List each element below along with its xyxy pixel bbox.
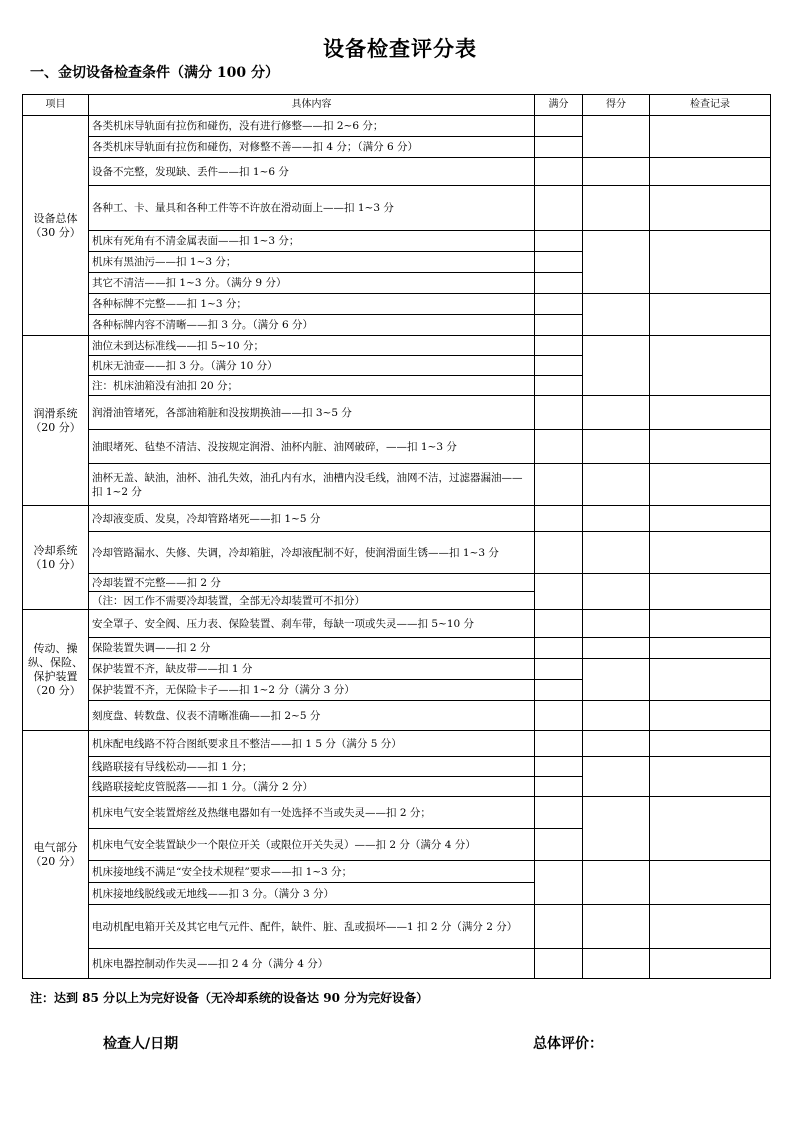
record-cell[interactable] bbox=[650, 116, 771, 158]
category-lubrication bbox=[23, 336, 89, 506]
category-cooling bbox=[23, 506, 89, 610]
full-score-cell[interactable] bbox=[535, 905, 583, 949]
score-cell[interactable] bbox=[583, 396, 650, 430]
full-score-cell[interactable] bbox=[535, 273, 583, 294]
criterion-text: 机床电器控制动作失灵——扣 2 4 分（满分 4 分） bbox=[89, 949, 535, 979]
record-cell[interactable] bbox=[650, 757, 771, 797]
full-score-cell[interactable] bbox=[535, 777, 583, 797]
criterion-text: 线路联接有导线松动——扣 1 分； bbox=[89, 757, 535, 777]
criterion-text: 各种标牌不完整——扣 1~3 分； bbox=[89, 294, 535, 315]
score-cell[interactable] bbox=[583, 336, 650, 396]
category-score: （20 分） bbox=[30, 420, 81, 434]
criterion-text: 机床电气安全装置缺少一个限位开关（或限位开关失灵）——扣 2 分（满分 4 分） bbox=[89, 829, 535, 861]
full-score-cell[interactable] bbox=[535, 116, 583, 137]
full-score-cell[interactable] bbox=[535, 949, 583, 979]
full-score-cell[interactable] bbox=[535, 797, 583, 829]
full-score-cell[interactable] bbox=[535, 532, 583, 574]
full-score-cell[interactable] bbox=[535, 186, 583, 231]
section-heading: 一、金切设备检查条件（满分 100 分） bbox=[30, 65, 279, 81]
record-cell[interactable] bbox=[650, 610, 771, 638]
full-score-cell[interactable] bbox=[535, 506, 583, 532]
record-cell[interactable] bbox=[650, 949, 771, 979]
table-row bbox=[23, 294, 771, 315]
category-name: 设备总体 bbox=[33, 211, 78, 225]
table-row bbox=[23, 506, 771, 532]
inspector-date-label: 检查人/日期 bbox=[103, 1036, 179, 1052]
record-cell[interactable] bbox=[650, 797, 771, 861]
record-cell[interactable] bbox=[650, 186, 771, 231]
score-cell[interactable] bbox=[583, 949, 650, 979]
score-cell[interactable] bbox=[583, 638, 650, 659]
full-score-cell[interactable] bbox=[535, 396, 583, 430]
table-row bbox=[23, 532, 771, 574]
criterion-text: 设备不完整，发现缺、丢件——扣 1~6 分 bbox=[89, 158, 535, 186]
criterion-text: 机床电气安全装置熔丝及热继电器如有一处选择不当或失灵——扣 2 分； bbox=[89, 797, 535, 829]
full-score-cell[interactable] bbox=[535, 464, 583, 506]
table-row bbox=[23, 731, 771, 757]
inspection-score-table bbox=[22, 94, 771, 979]
table-row bbox=[23, 186, 771, 231]
table-row bbox=[23, 797, 771, 829]
full-score-cell[interactable] bbox=[535, 430, 583, 464]
overall-evaluation-label: 总体评价： bbox=[533, 1036, 603, 1052]
record-cell[interactable] bbox=[650, 574, 771, 610]
full-score-cell[interactable] bbox=[535, 158, 583, 186]
criterion-text: 安全罩子、安全阀、压力表、保险装置、刹车带，每缺一项或失灵——扣 5~10 分 bbox=[89, 610, 535, 638]
table-row bbox=[23, 701, 771, 731]
criterion-text: 机床接地线脱线或无地线——扣 3 分。（满分 3 分） bbox=[89, 883, 535, 905]
table-row bbox=[23, 905, 771, 949]
record-cell[interactable] bbox=[650, 336, 771, 396]
full-score-cell[interactable] bbox=[535, 861, 583, 905]
full-score-cell[interactable] bbox=[535, 376, 583, 396]
score-cell[interactable] bbox=[583, 430, 650, 464]
criterion-text: 保护装置不齐，无保险卡子——扣 1~2 分（满分 3 分） bbox=[89, 680, 535, 701]
category-score: （20 分） bbox=[30, 684, 81, 697]
record-cell[interactable] bbox=[650, 659, 771, 701]
full-score-cell[interactable] bbox=[535, 680, 583, 701]
score-cell[interactable] bbox=[583, 731, 650, 757]
record-cell[interactable] bbox=[650, 506, 771, 532]
full-score-cell[interactable] bbox=[535, 659, 583, 680]
score-cell[interactable] bbox=[583, 464, 650, 506]
table-row bbox=[23, 574, 771, 592]
category-score: （20 分） bbox=[30, 854, 81, 868]
category-score: （30 分） bbox=[30, 225, 81, 239]
score-cell[interactable] bbox=[583, 294, 650, 336]
criterion-text: 保护装置不齐，缺皮带——扣 1 分 bbox=[89, 659, 535, 680]
criterion-text: 刻度盘、转数盘、仪表不清晰准确——扣 2~5 分 bbox=[89, 701, 535, 731]
full-score-cell[interactable] bbox=[535, 757, 583, 777]
full-score-cell[interactable] bbox=[535, 610, 583, 638]
criterion-text: 油眼堵死、毡垫不清洁、没按规定润滑、油杯内脏、油网破碎，——扣 1~3 分 bbox=[89, 430, 535, 464]
criterion-text: 润滑油管堵死，各部油箱脏和没按期换油——扣 3~5 分 bbox=[89, 396, 535, 430]
record-cell[interactable] bbox=[650, 638, 771, 659]
table-row bbox=[23, 610, 771, 638]
score-cell[interactable] bbox=[583, 610, 650, 638]
table-row bbox=[23, 231, 771, 252]
full-score-cell[interactable] bbox=[535, 137, 583, 158]
category-name: 电气部分 bbox=[33, 840, 78, 854]
score-cell[interactable] bbox=[583, 574, 650, 610]
criterion-text: 机床接地线不满足“安全技术规程”要求——扣 1~3 分； bbox=[89, 861, 535, 883]
full-score-cell[interactable] bbox=[535, 731, 583, 757]
score-cell[interactable] bbox=[583, 757, 650, 797]
criterion-text: 冷却液变质、发臭，冷却管路堵死——扣 1~5 分 bbox=[89, 506, 535, 532]
full-score-cell[interactable] bbox=[535, 574, 583, 610]
criterion-text: 机床有黑油污——扣 1~3 分； bbox=[89, 252, 535, 273]
table-row bbox=[23, 949, 771, 979]
full-score-cell[interactable] bbox=[535, 829, 583, 861]
header-record: 检查记录 bbox=[650, 95, 771, 116]
category-name: 冷却系统 bbox=[33, 543, 78, 557]
category-name: 传动、操纵、保险、保护装置 bbox=[28, 642, 83, 683]
criterion-text: 油杯无盖、缺油，油杯、油孔失效，油孔内有水，油槽内没毛线，油网不洁，过滤器漏油——扣 1~2 分 bbox=[89, 464, 535, 506]
record-cell[interactable] bbox=[650, 396, 771, 430]
criterion-text: 电动机配电箱开关及其它电气元件、配件，缺件、脏、乱或损坏——1 扣 2 分（满分 2 分） bbox=[89, 905, 535, 949]
score-cell[interactable] bbox=[583, 905, 650, 949]
score-cell[interactable] bbox=[583, 186, 650, 231]
score-cell[interactable] bbox=[583, 231, 650, 294]
score-cell[interactable] bbox=[583, 861, 650, 905]
score-cell[interactable] bbox=[583, 506, 650, 532]
score-cell[interactable] bbox=[583, 116, 650, 158]
table-row bbox=[23, 116, 771, 137]
header-score: 得分 bbox=[583, 95, 650, 116]
category-name: 润滑系统 bbox=[33, 406, 78, 420]
criterion-text: 油位未到达标准线——扣 5~10 分； bbox=[89, 336, 535, 356]
record-cell[interactable] bbox=[650, 731, 771, 757]
record-cell[interactable] bbox=[650, 231, 771, 294]
record-cell[interactable] bbox=[650, 294, 771, 336]
full-score-cell[interactable] bbox=[535, 638, 583, 659]
table-row bbox=[23, 638, 771, 659]
criterion-text: 机床有死角有不清金属表面——扣 1~3 分； bbox=[89, 231, 535, 252]
category-score: （10 分） bbox=[30, 557, 81, 571]
score-cell[interactable] bbox=[583, 532, 650, 574]
table-row bbox=[23, 757, 771, 777]
record-cell[interactable] bbox=[650, 464, 771, 506]
table-row bbox=[23, 430, 771, 464]
criterion-text: 冷却管路漏水、失修、失调，冷却箱脏，冷却液配制不好，使润滑面生锈——扣 1~3 分 bbox=[89, 532, 535, 574]
criterion-text: 各类机床导轨面有拉伤和碰伤，对修整不善——扣 4 分；（满分 6 分） bbox=[89, 137, 535, 158]
criterion-text: 其它不清洁——扣 1~3 分。（满分 9 分） bbox=[89, 273, 535, 294]
header-full-score: 满分 bbox=[535, 95, 583, 116]
full-score-cell[interactable] bbox=[535, 356, 583, 376]
table-row bbox=[23, 464, 771, 506]
full-score-cell[interactable] bbox=[535, 701, 583, 731]
footnote: 注：达到 85 分以上为完好设备（无冷却系统的设备达 90 分为完好设备） bbox=[30, 991, 429, 1005]
full-score-cell[interactable] bbox=[535, 336, 583, 356]
header-item: 项目 bbox=[23, 95, 89, 116]
table-row bbox=[23, 396, 771, 430]
table-row bbox=[23, 861, 771, 883]
criterion-text: 保险装置失调——扣 2 分 bbox=[89, 638, 535, 659]
score-cell[interactable] bbox=[583, 158, 650, 186]
record-cell[interactable] bbox=[650, 701, 771, 731]
record-cell[interactable] bbox=[650, 158, 771, 186]
category-transmission bbox=[23, 610, 89, 731]
criterion-text: 机床无油壶——扣 3 分。（满分 10 分） bbox=[89, 356, 535, 376]
table-header-row bbox=[23, 95, 771, 116]
table-row bbox=[23, 659, 771, 680]
record-cell[interactable] bbox=[650, 430, 771, 464]
category-overall bbox=[23, 116, 89, 336]
criterion-text: 线路联接蛇皮管脱落——扣 1 分。（满分 2 分） bbox=[89, 777, 535, 797]
full-score-cell[interactable] bbox=[535, 315, 583, 336]
category-electrical bbox=[23, 731, 89, 979]
full-score-cell[interactable] bbox=[535, 252, 583, 273]
record-cell[interactable] bbox=[650, 861, 771, 905]
criterion-text: 各种标牌内容不清晰——扣 3 分。（满分 6 分） bbox=[89, 315, 535, 336]
score-cell[interactable] bbox=[583, 797, 650, 861]
header-content: 具体内容 bbox=[89, 95, 535, 116]
criterion-text: 各类机床导轨面有拉伤和碰伤，没有进行修整——扣 2~6 分； bbox=[89, 116, 535, 137]
record-cell[interactable] bbox=[650, 532, 771, 574]
criterion-text: 冷却装置不完整——扣 2 分 bbox=[89, 574, 535, 592]
table-row bbox=[23, 336, 771, 356]
full-score-cell[interactable] bbox=[535, 294, 583, 315]
score-cell[interactable] bbox=[583, 659, 650, 701]
page-title: 设备检查评分表 bbox=[323, 36, 477, 61]
table-row bbox=[23, 158, 771, 186]
record-cell[interactable] bbox=[650, 905, 771, 949]
score-cell[interactable] bbox=[583, 701, 650, 731]
criterion-text: 机床配电线路不符合图纸要求且不整洁——扣 1 5 分（满分 5 分） bbox=[89, 731, 535, 757]
criterion-text: （注：因工作不需要冷却装置，全部无冷却装置可不扣分） bbox=[89, 592, 535, 610]
criterion-text: 各种工、卡、量具和各种工件等不许放在滑动面上——扣 1~3 分 bbox=[89, 186, 535, 231]
full-score-cell[interactable] bbox=[535, 231, 583, 252]
criterion-text: 注：机床油箱没有油扣 20 分； bbox=[89, 376, 535, 396]
